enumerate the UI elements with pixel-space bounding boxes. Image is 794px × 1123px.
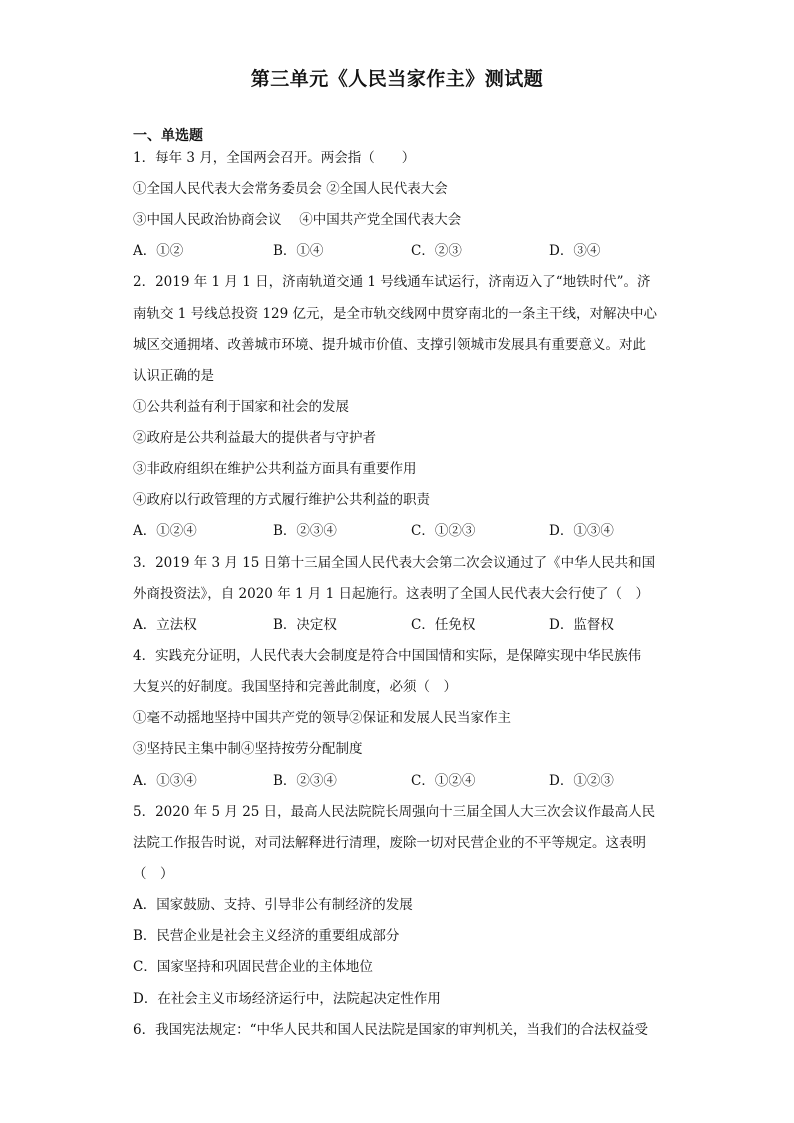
q3-option-a[interactable]: A．立法权 — [133, 617, 197, 633]
q1-option-d[interactable]: D．③④ — [549, 243, 601, 259]
q3-stem-line-2: 外商投资法》，自 2020 年 1 月 1 日起施行。这表明了全国人民代表大会行使了（ ） — [133, 586, 650, 602]
q1-statement-2: ③中国人民政治协商会议 ④中国共产党全国代表大会 — [133, 212, 462, 228]
q2-option-c[interactable]: C．①②③ — [411, 523, 476, 539]
q4-option-d[interactable]: D．①②③ — [549, 773, 614, 789]
q2-statement-3: ③非政府组织在维护公共利益方面具有重要作用 — [133, 461, 417, 477]
q2-option-b[interactable]: B．②③④ — [273, 523, 337, 539]
q2-stem-line-4: 认识正确的是 — [133, 368, 214, 384]
q4-option-c[interactable]: C．①②④ — [411, 773, 476, 789]
q1-stem: 1．每年 3 月，全国两会召开。两会指（ ） — [133, 150, 416, 166]
q5-option-a[interactable]: A．国家鼓励、支持、引导非公有制经济的发展 — [133, 897, 413, 913]
q3-option-d[interactable]: D．监督权 — [549, 617, 614, 633]
q5-option-b[interactable]: B．民营企业是社会主义经济的重要组成部分 — [133, 928, 400, 944]
section-heading: 一、单选题 — [133, 128, 203, 144]
q5-option-c[interactable]: C．国家坚持和巩固民营企业的主体地位 — [133, 959, 373, 975]
q4-statement-2: ③坚持民主集中制④坚持按劳分配制度 — [133, 741, 363, 757]
q2-option-a[interactable]: A．①②④ — [133, 523, 197, 539]
q2-stem-line-1: 2．2019 年 1 月 1 日，济南轨道交通 1 号线通车试运行，济南迈入了“地铁时代”。济 — [133, 274, 651, 290]
q2-statement-2: ②政府是公共利益最大的提供者与守护者 — [133, 430, 376, 446]
q5-stem-line-3: （ ） — [133, 866, 174, 882]
q1-option-a[interactable]: A．①② — [133, 243, 184, 259]
q3-option-b[interactable]: B．决定权 — [273, 617, 337, 633]
q4-statement-1: ①毫不动摇地坚持中国共产党的领导②保证和发展人民当家作主 — [133, 710, 511, 726]
q1-statement-1: ①全国人民代表大会常务委员会 ②全国人民代表大会 — [133, 181, 448, 197]
q2-statement-4: ④政府以行政管理的方式履行维护公共利益的职责 — [133, 492, 430, 508]
q5-stem-line-1: 5．2020 年 5 月 25 日，最高人民法院院长周强向十三届全国人大三次会议作最高人民 — [133, 804, 656, 820]
q1-option-c[interactable]: C．②③ — [411, 243, 462, 259]
q2-statement-1: ①公共利益有利于国家和社会的发展 — [133, 399, 349, 415]
q2-stem-line-3: 城区交通拥堵、改善城市环境、提升城市价值、支撑引领城市发展具有重要意义。对此 — [133, 337, 646, 353]
q4-option-a[interactable]: A．①③④ — [133, 773, 197, 789]
q3-option-c[interactable]: C．任免权 — [411, 617, 476, 633]
q3-stem-line-1: 3．2019 年 3 月 15 日第十三届全国人民代表大会第二次会议通过了《中华人民共和国 — [133, 555, 656, 571]
q6-stem-line-1: 6．我国宪法规定：“中华人民共和国人民法院是国家的审判机关，当我们的合法权益受 — [133, 1022, 648, 1038]
q1-option-b[interactable]: B．①④ — [273, 243, 324, 259]
q4-option-b[interactable]: B．②③④ — [273, 773, 337, 789]
q5-stem-line-2: 法院工作报告时说，对司法解释进行清理，废除一切对民营企业的不平等规定。这表明 — [133, 835, 646, 851]
q5-option-d[interactable]: D．在社会主义市场经济运行中，法院起决定性作用 — [133, 991, 441, 1007]
q2-option-d[interactable]: D．①③④ — [549, 523, 614, 539]
q2-stem-line-2: 南轨交 1 号线总投资 129 亿元，是全市轨交线网中贯穿南北的一条主干线，对解决中心 — [133, 306, 658, 322]
q4-stem-line-2: 大复兴的好制度。我国坚持和完善此制度，必须（ ） — [133, 679, 457, 695]
page-title: 第三单元《人民当家作主》测试题 — [250, 68, 544, 90]
q4-stem-line-1: 4．实践充分证明，人民代表大会制度是符合中国国情和实际，是保障实现中华民族伟 — [133, 648, 642, 664]
